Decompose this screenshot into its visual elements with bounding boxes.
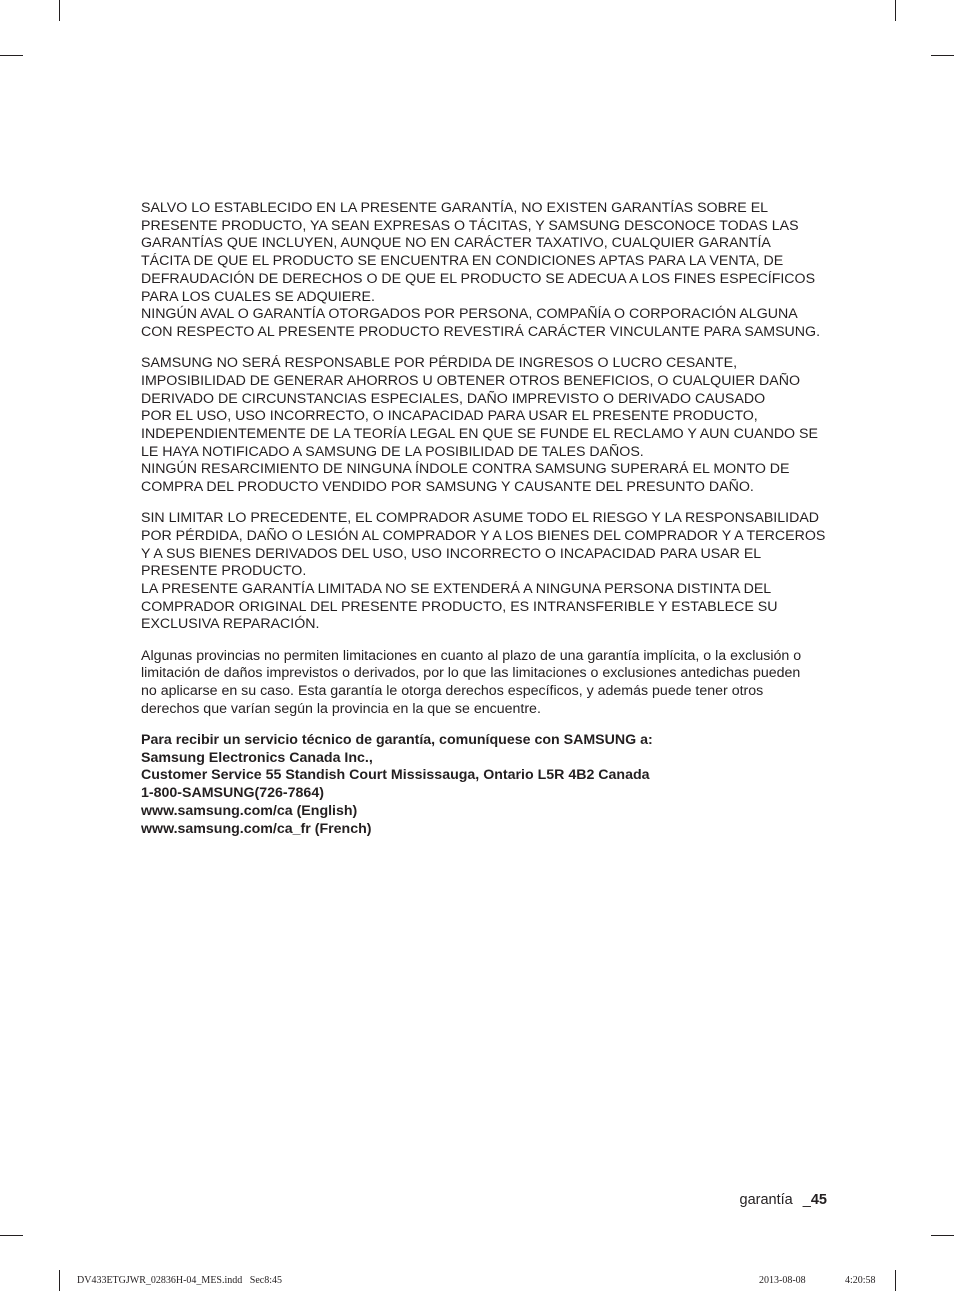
text-line: GARANTÍAS QUE INCLUYEN, AUNQUE NO EN CARÁCTER TAXATIVO, CUALQUIER GARANTÍA — [141, 235, 771, 252]
text-line: limitación de daños imprevistos o derivados, por lo que las limitaciones o exclusiones antedichas pueden — [141, 665, 801, 682]
text-line: TÁCITA DE QUE EL PRODUCTO SE ENCUENTRA EN CONDICIONES APTAS PARA LA VENTA, DE — [141, 253, 784, 270]
website-english: www.samsung.com/ca (English) — [141, 802, 358, 819]
contact-block — [141, 732, 831, 838]
text-line: PRESENTE PRODUCTO, YA SEAN EXPRESAS O TÁCITAS, Y SAMSUNG DESCONOCE TODAS LAS — [141, 217, 799, 234]
phone-number: 1-800-SAMSUNG(726-7864) — [141, 785, 324, 802]
footer-separator: _ — [802, 1192, 811, 1208]
text-line: no aplicarse en su caso. Esta garantía le otorga derechos específicos, y además puede tener otros — [141, 683, 764, 700]
liability-paragraph — [141, 355, 831, 497]
company-address: Customer Service 55 Standish Court Mississauga, Ontario L5R 4B2 Canada — [141, 767, 650, 784]
crop-mark-bottom-left-horizontal — [0, 1235, 23, 1236]
slug-date: 2013-08-08 — [759, 1275, 806, 1286]
text-line: SAMSUNG NO SERÁ RESPONSABLE POR PÉRDIDA DE INGRESOS O LUCRO CESANTE, — [141, 355, 738, 372]
text-line: PARA LOS CUALES SE ADQUIERE. — [141, 288, 375, 305]
crop-mark-top-left-vertical — [59, 0, 60, 21]
slug-time: 4:20:58 — [845, 1275, 876, 1286]
text-line: SIN LIMITAR LO PRECEDENTE, EL COMPRADOR ASUME TODO EL RIESGO Y LA RESPONSABILIDAD — [141, 510, 820, 527]
risk-paragraph — [141, 510, 831, 634]
website-french: www.samsung.com/ca_fr (French) — [141, 820, 372, 837]
text-line: POR PÉRDIDA, DAÑO O LESIÓN AL COMPRADOR Y A LOS BIENES DEL COMPRADOR Y A TERCEROS — [141, 527, 826, 544]
crop-mark-top-right-vertical — [895, 0, 896, 21]
text-line: IMPOSIBILIDAD DE GENERAR AHORROS U OBTENER OTROS BENEFICIOS, O CUALQUIER DAÑO — [141, 372, 801, 389]
text-line: EXCLUSIVA REPARACIÓN. — [141, 616, 320, 633]
text-line: derechos que varían según la provincia en la que se encuentre. — [141, 700, 541, 717]
crop-mark-bottom-right-horizontal — [931, 1235, 954, 1236]
provinces-paragraph — [141, 648, 831, 719]
crop-mark-top-left-horizontal — [0, 55, 23, 56]
section-name: garantía — [739, 1192, 793, 1208]
text-line: COMPRADOR ORIGINAL DEL PRESENTE PRODUCTO, ES INTRANSFERIBLE Y ESTABLECE SU — [141, 598, 778, 615]
disclaimer-paragraph — [141, 200, 831, 342]
text-line: LE HAYA NOTIFICADO A SAMSUNG DE LA POSIBILIDAD DE TALES DAÑOS. — [141, 443, 644, 460]
text-line: Y A SUS BIENES DERIVADOS DEL USO, USO INCORRECTO O INCAPACIDAD PARA USAR EL — [141, 545, 762, 562]
text-line: INDEPENDIENTEMENTE DE LA TEORÍA LEGAL EN QUE SE FUNDE EL RECLAMO Y AUN CUANDO SE — [141, 425, 818, 442]
slug-file-info: DV433ETGJWR_02836H-04_MES.indd Sec8:45 — [77, 1275, 282, 1286]
crop-mark-bottom-left-vertical — [59, 1270, 60, 1291]
page-number: 45 — [810, 1192, 827, 1208]
crop-mark-bottom-right-vertical — [895, 1270, 896, 1291]
text-line: Algunas provincias no permiten limitaciones en cuanto al plazo de una garantía implícita, o la exclusión o — [141, 647, 802, 664]
text-line: NINGÚN RESARCIMIENTO DE NINGUNA ÍNDOLE CONTRA SAMSUNG SUPERARÁ EL MONTO DE — [141, 461, 790, 478]
text-line: SALVO LO ESTABLECIDO EN LA PRESENTE GARANTÍA, NO EXISTEN GARANTÍAS SOBRE EL — [141, 200, 769, 216]
text-line: POR EL USO, USO INCORRECTO, O INCAPACIDAD PARA USAR EL PRESENTE PRODUCTO, — [141, 408, 758, 425]
page-footer — [740, 1192, 827, 1208]
text-line: COMPRA DEL PRODUCTO VENDIDO POR SAMSUNG Y CAUSANTE DEL PRESUNTO DAÑO. — [141, 479, 754, 496]
crop-mark-top-right-horizontal — [931, 55, 954, 56]
text-line: NINGÚN AVAL O GARANTÍA OTORGADOS POR PERSONA, COMPAÑÍA O CORPORACIÓN ALGUNA — [141, 306, 798, 323]
text-line: DERIVADO DE CIRCUNSTANCIAS ESPECIALES, DAÑO IMPREVISTO O DERIVADO CAUSADO — [141, 390, 766, 407]
text-line: LA PRESENTE GARANTÍA LIMITADA NO SE EXTENDERÁ A NINGUNA PERSONA DISTINTA DEL — [141, 581, 772, 598]
text-line: CON RESPECTO AL PRESENTE PRODUCTO REVESTIRÁ CARÁCTER VINCULANTE PARA SAMSUNG. — [141, 323, 821, 340]
text-line: PRESENTE PRODUCTO. — [141, 563, 307, 580]
text-line: DEFRAUDACIÓN DE DERECHOS O DE QUE EL PRODUCTO SE ADECUA A LOS FINES ESPECÍFICOS — [141, 270, 816, 287]
company-name: Samsung Electronics Canada Inc., — [141, 749, 373, 766]
warranty-text-body — [141, 200, 831, 838]
contact-intro: Para recibir un servicio técnico de garantía, comuníquese con SAMSUNG a: — [141, 731, 653, 748]
